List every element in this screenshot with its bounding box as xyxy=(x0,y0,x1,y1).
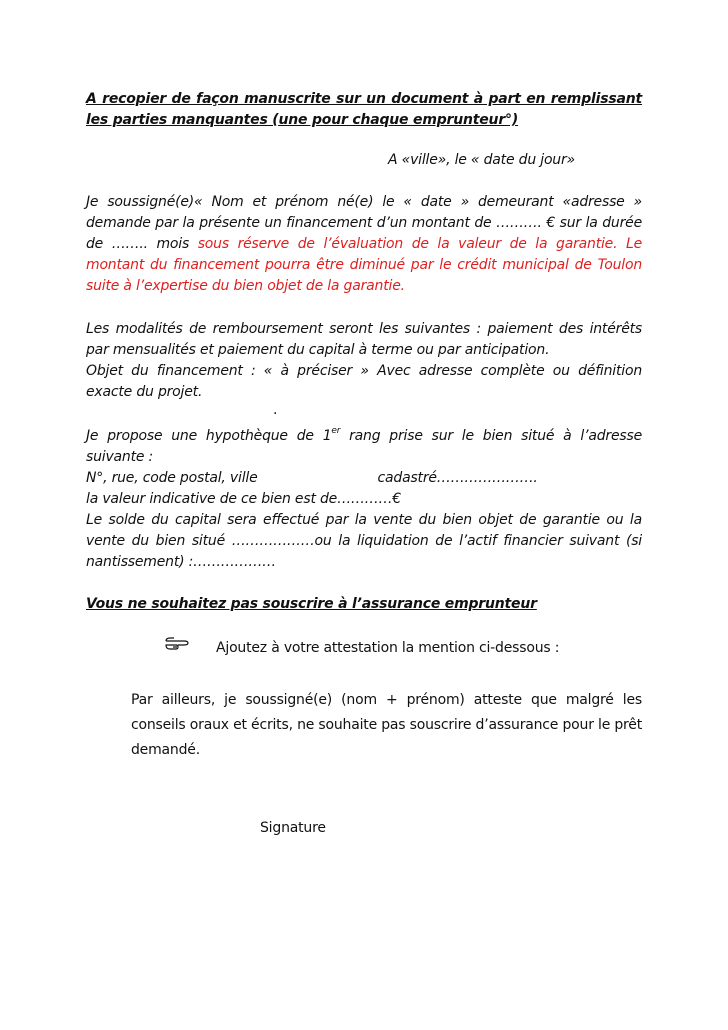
mortgage-proposal-text-end: rang prise sur le bien situé à l’adresse suivante : xyxy=(86,428,642,465)
heading: A recopier de façon manuscrite sur un document à part en remplissant les parties manquantes (une pour chaque emprunteur°) xyxy=(86,91,642,128)
signature-label: Signature xyxy=(260,820,326,836)
mortgage-proposal-text: Je propose une hypothèque de 1 xyxy=(86,428,332,444)
value-line: la valeur indicative de ce bien est de…………€ xyxy=(86,491,401,507)
rank-superscript: er xyxy=(331,426,341,436)
insurance-subheading: Vous ne souhaitez pas souscrire à l’assurance emprunteur xyxy=(86,596,537,612)
address-label: N°, rue, code postal, ville xyxy=(86,470,258,486)
financing-purpose: Objet du financement : « à préciser » Avec adresse complète ou définition exacte du projet. xyxy=(86,363,642,400)
mortgage-paragraph xyxy=(86,426,642,573)
cadastre-label: cadastré…………………. xyxy=(377,470,538,486)
pointing-hand-icon xyxy=(164,634,192,652)
repayment-paragraph xyxy=(86,319,642,403)
stray-dot: . xyxy=(273,402,278,418)
repayment-terms: Les modalités de remboursement seront les suivantes : paiement des intérêts par mensualités et paiement du capital à terme ou par anticipation. xyxy=(86,321,642,358)
instruction-text: Ajoutez à votre attestation la mention ci-dessous : xyxy=(216,640,560,656)
insurance-waiver-paragraph: Par ailleurs, je soussigné(e) (nom + prénom) atteste que malgré les conseils oraux et écrits, ne souhaite pas souscrire d’assurance pour le prêt demandé. xyxy=(131,692,642,758)
financing-request-paragraph xyxy=(86,192,642,297)
address-line xyxy=(86,468,642,489)
capital-balance: Le solde du capital sera effectué par la vente du bien objet de garantie ou la vente du bien situé ………………ou la liquidation de l’actif financier suivant (si nantissement) :……………… xyxy=(86,512,642,570)
red-reserve-text: sous réserve de l’évaluation de la valeur de la garantie. Le montant du financement pourra être diminué par le crédit municipal de Toulon suite à l’expertise du bien objet de la garantie. xyxy=(86,236,642,294)
mortgage-proposal xyxy=(86,426,642,468)
date-line: A «ville», le « date du jour» xyxy=(388,152,575,168)
financing-request-text: Je soussigné(e)« Nom et prénom né(e) le « date » demeurant «adresse » demande par la présente un financement d’un montant de ………. € sur la durée de …….. mois xyxy=(86,194,642,252)
